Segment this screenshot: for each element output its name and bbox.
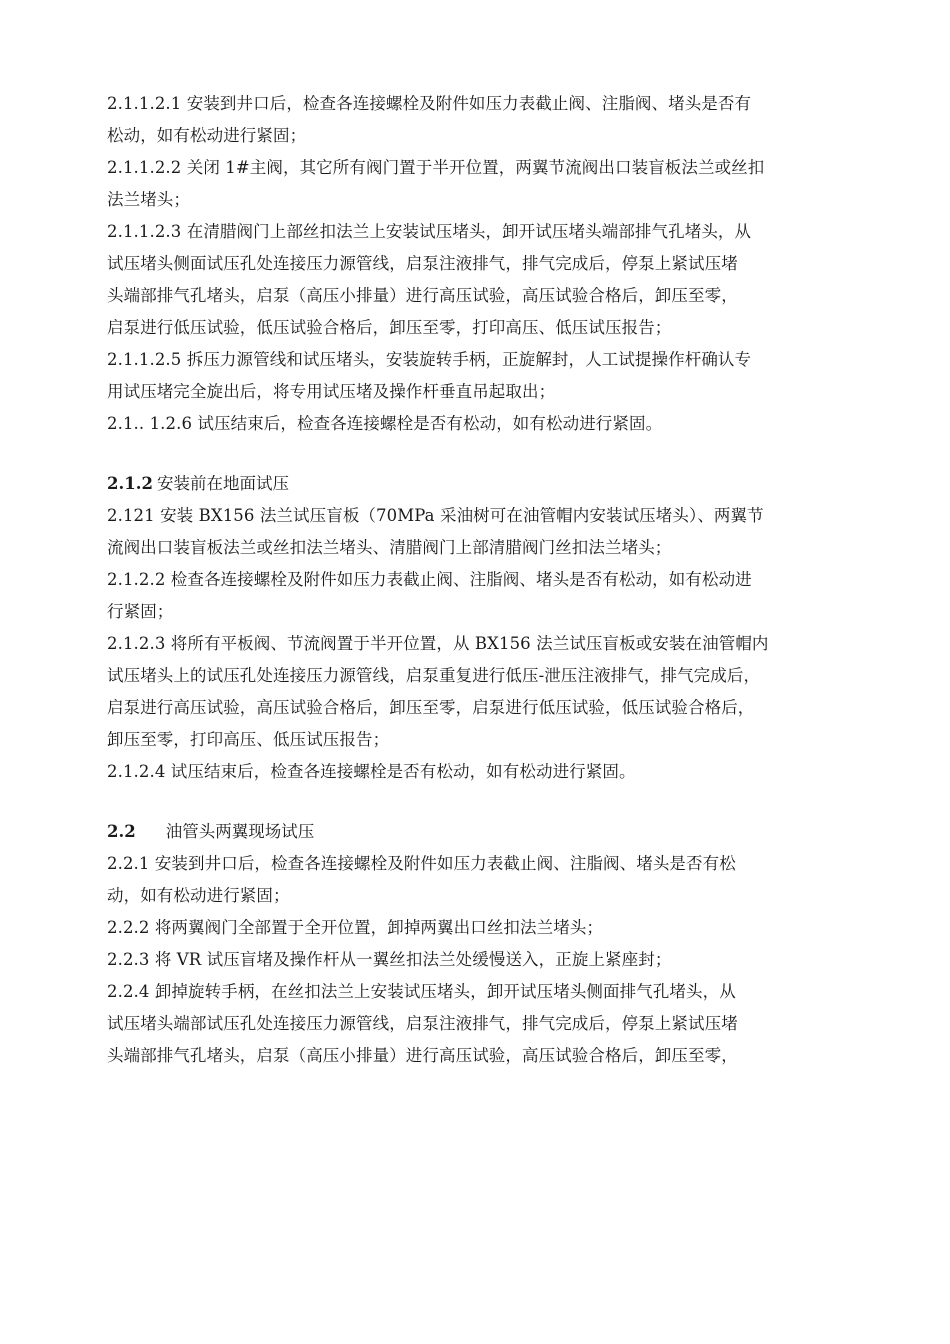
paragraph-2-1-1-2-6: [107, 408, 867, 440]
text-line: 卸压至零，打印高压、低压试压报告；: [107, 730, 390, 749]
section-heading-2-2: [107, 816, 867, 848]
text-line: 2.2.3 将 VR 试压盲堵及操作杆从一翼丝扣法兰处缓慢送入，正旋上紧座封；: [107, 950, 672, 969]
section-heading-2-1-2: [107, 468, 867, 500]
text-line: 启泵进行高压试验，高压试验合格后，卸压至零，启泵进行低压试验，低压试验合格后，: [107, 698, 755, 717]
text-line: 试压堵头上的试压孔处连接压力源管线，启泵重复进行低压-泄压注液排气，排气完成后，: [107, 666, 761, 685]
section-number: 2.1.2: [107, 474, 153, 493]
paragraph-2-2-2: [107, 912, 867, 944]
section-gap: [107, 440, 867, 468]
paragraph-2-1-2-3: [107, 628, 867, 756]
section-gap: [107, 788, 867, 816]
text-line: 2.1.2.4 试压结束后，检查各连接螺栓是否有松动，如有松动进行紧固。: [107, 762, 636, 781]
text-line: 2.2.4 卸掉旋转手柄，在丝扣法兰上安装试压堵头，卸开试压堵头侧面排气孔堵头，从: [107, 982, 736, 1001]
text-line: 头端部排气孔堵头，启泵（高压小排量）进行高压试验，高压试验合格后，卸压至零，: [107, 1046, 738, 1065]
text-line: 2.1.1.2.1 安装到井口后，检查各连接螺栓及附件如压力表截止阀、注脂阀、堵头是否有: [107, 94, 752, 113]
text-line: 2.2.2 将两翼阀门全部置于全开位置，卸掉两翼出口丝扣法兰堵头；: [107, 918, 604, 937]
section-title: 安装前在地面试压: [156, 474, 289, 493]
text-line: 试压堵头端部试压孔处连接压力源管线，启泵注液排气，排气完成后，停泵上紧试压堵: [107, 1014, 738, 1033]
paragraph-2-1-2-4: [107, 756, 867, 788]
text-line: 行紧固；: [107, 602, 174, 621]
paragraph-2-1-2-2: [107, 564, 867, 628]
text-line: 流阀出口装盲板法兰或丝扣法兰堵头、清腊阀门上部清腊阀门丝扣法兰堵头；: [107, 538, 672, 557]
section-title: 油管头两翼现场试压: [165, 822, 315, 841]
text-line: 2.1.1.2.3 在清腊阀门上部丝扣法兰上安装试压堵头，卸开试压堵头端部排气孔堵头，从: [107, 222, 752, 241]
text-line: 法兰堵头；: [107, 190, 190, 209]
text-line: 试压堵头侧面试压孔处连接压力源管线，启泵注液排气，排气完成后，停泵上紧试压堵: [107, 254, 738, 273]
text-line: 2.1.2.3 将所有平板阀、节流阀置于半开位置，从 BX156 法兰试压盲板或安装在油管帽内: [107, 634, 769, 653]
document-page: [107, 88, 867, 1072]
paragraph-2-1-1-2-1: [107, 88, 867, 152]
text-line: 启泵进行低压试验，低压试验合格后，卸压至零，打印高压、低压试压报告；: [107, 318, 672, 337]
paragraph-2-2-1: [107, 848, 867, 912]
paragraph-2-1-2-1: [107, 500, 867, 564]
paragraph-2-2-3: [107, 944, 867, 976]
text-line: 2.1.1.2.2 关闭 1#主阀，其它所有阀门置于半开位置，两翼节流阀出口装盲板法兰或丝扣: [107, 158, 765, 177]
text-line: 2.2.1 安装到井口后，检查各连接螺栓及附件如压力表截止阀、注脂阀、堵头是否有松: [107, 854, 736, 873]
text-line: 头端部排气孔堵头，启泵（高压小排量）进行高压试验，高压试验合格后，卸压至零，: [107, 286, 738, 305]
text-line: 2.1.. 1.2.6 试压结束后，检查各连接螺栓是否有松动，如有松动进行紧固。: [107, 414, 663, 433]
text-line: 用试压堵完全旋出后，将专用试压堵及操作杆垂直吊起取出；: [107, 382, 556, 401]
text-line: 动，如有松动进行紧固；: [107, 886, 290, 905]
text-line: 2.121 安装 BX156 法兰试压盲板（70MPa 采油树可在油管帽内安装试压堵头）、两翼节: [107, 506, 764, 525]
paragraph-2-1-1-2-5: [107, 344, 867, 408]
section-number: 2.2: [107, 822, 136, 841]
paragraph-2-2-4: [107, 976, 867, 1072]
paragraph-2-1-1-2-3: [107, 216, 867, 344]
text-line: 2.1.2.2 检查各连接螺栓及附件如压力表截止阀、注脂阀、堵头是否有松动，如有松动进: [107, 570, 752, 589]
paragraph-2-1-1-2-2: [107, 152, 867, 216]
text-line: 松动，如有松动进行紧固；: [107, 126, 307, 145]
text-line: 2.1.1.2.5 拆压力源管线和试压堵头，安装旋转手柄，正旋解封，人工试提操作杆确认专: [107, 350, 752, 369]
